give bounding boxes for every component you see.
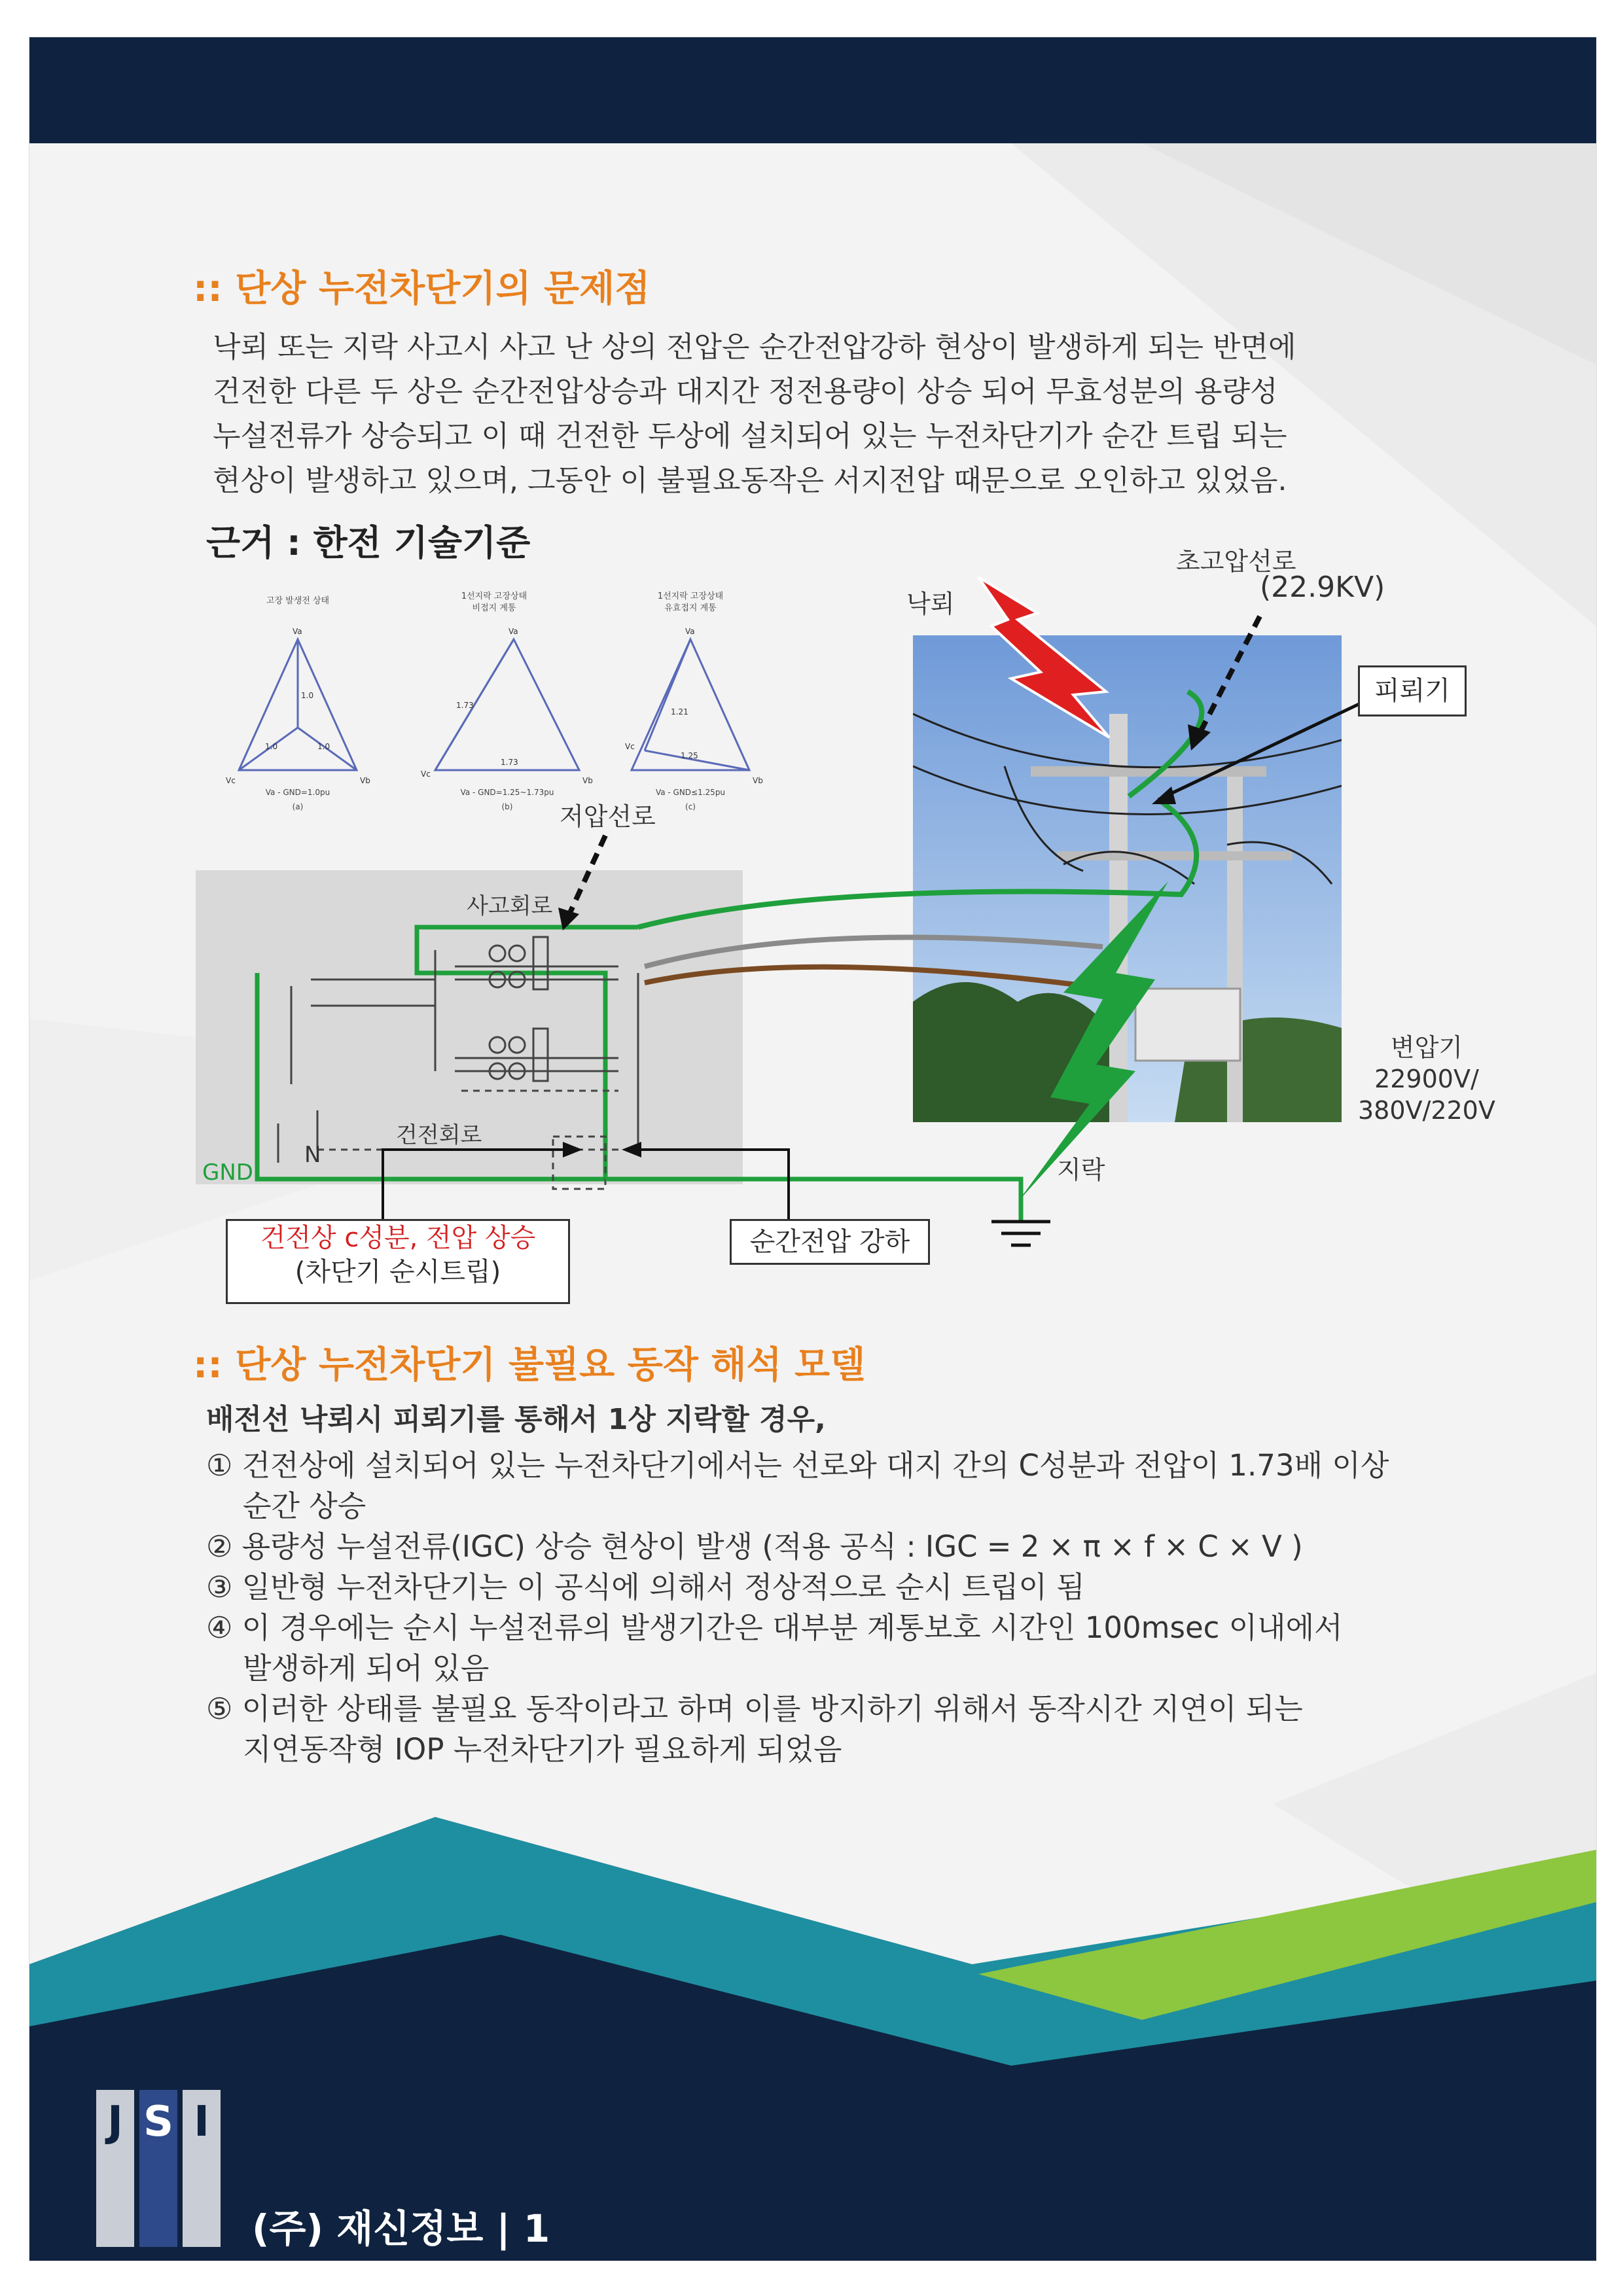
jsi-logo <box>96 2090 227 2247</box>
gnd-label: GND <box>202 1159 253 1186</box>
company-name: (주) 재신정보 | 1 <box>252 2206 550 2251</box>
svg-text:J: J <box>107 2098 123 2146</box>
list-item: ① 건전상에 설치되어 있는 누전차단기에서는 선로와 대지 간의 C성분과 전압이 1.73배 이상 <box>206 1448 1389 1483</box>
list-item: ⑤ 이러한 상태를 불필요 동작이라고 하며 이를 방지하기 위해서 동작시간 지연이 되는 <box>206 1691 1303 1726</box>
section2-lead: 배전선 낙뢰시 피뢰기를 통해서 1상 지락할 경우, <box>206 1403 826 1436</box>
phasor-b-vc: Vc <box>421 769 431 779</box>
transformer-label-line: 변압기 <box>1390 1033 1463 1062</box>
fault-circuit-label: 사고회로 <box>467 893 553 919</box>
ground-fault-label: 지락 <box>1057 1156 1105 1184</box>
phasor-a-vc: Vc <box>226 776 236 785</box>
phasor-a-title: 고장 발생전 상태 <box>266 596 330 606</box>
healthy-circuit-label: 건전회로 <box>396 1122 482 1148</box>
phasor-a-val2: 1.0 <box>265 742 278 751</box>
phasor-b-va: Va <box>508 627 518 636</box>
paragraph-line: 누설전류가 상승되고 이 때 건전한 두상에 설치되어 있는 누전차단기가 순간 트립 되는 <box>213 419 1287 453</box>
phasor-a-val3: 1.0 <box>317 742 330 751</box>
list-item: ④ 이 경우에는 순시 누설전류의 발생기간은 대부분 계통보호 시간인 100msec 이내에서 <box>206 1610 1343 1645</box>
phasor-c-vc: Vc <box>625 742 635 751</box>
list-item-cont: 순간 상승 <box>243 1489 366 1523</box>
phasor-b-caption: Va - GND=1.25~1.73pu <box>460 788 554 797</box>
healthy-phase-line1: 건전상 c성분, 전압 상승 <box>260 1223 536 1253</box>
phasor-c-val1: 1.21 <box>671 707 688 716</box>
phasor-b-vb: Vb <box>582 776 593 785</box>
phasor-c-caption: Va - GND≤1.25pu <box>655 788 726 797</box>
phasor-c-vb: Vb <box>753 776 763 785</box>
phasor-b-title-2: 비접지 계통 <box>472 603 516 613</box>
transformer-label-line: 22900V/ <box>1374 1065 1479 1093</box>
footer-shapes <box>29 37 1596 2261</box>
arrester-label: 피뢰기 <box>1374 676 1450 706</box>
section1-title: :: 단상 누전차단기의 문제점 <box>193 268 651 310</box>
transformer-label-line: 380V/220V <box>1358 1096 1495 1125</box>
phasor-c-title-1: 1선지락 고장상태 <box>657 592 724 601</box>
phasor-b-tag: (b) <box>501 802 513 811</box>
phasor-c-va: Va <box>685 627 695 636</box>
hv-value-label: (22.9KV) <box>1260 571 1385 604</box>
phasor-a-val1: 1.0 <box>301 691 314 700</box>
phasor-b-val2: 1.73 <box>501 758 518 767</box>
neutral-label: N <box>304 1142 321 1168</box>
paragraph-line: 건전한 다른 두 상은 순간전압상승과 대지간 정전용량이 상승 되어 무효성분의 용량성 <box>213 375 1278 408</box>
list-item-cont: 지연동작형 IOP 누전차단기가 필요하게 되었음 <box>243 1732 842 1767</box>
lightning-label: 낙뢰 <box>906 590 955 618</box>
paragraph-line: 현상이 발생하고 있으며, 그동안 이 불필요동작은 서지전압 때문으로 오인하고 있었음. <box>213 464 1287 497</box>
phasor-c-title-2: 유효접지 계통 <box>664 603 717 613</box>
svg-text:I: I <box>194 2098 209 2146</box>
list-item-cont: 발생하게 되어 있음 <box>243 1651 490 1686</box>
paragraph-line: 낙뢰 또는 지락 사고시 사고 난 상의 전압은 순간전압강하 현상이 발생하게 되는 반면에 <box>213 330 1296 364</box>
phasor-a-va: Va <box>293 627 302 636</box>
voltage-drop-label: 순간전압 강하 <box>749 1227 910 1257</box>
phasor-a-tag: (a) <box>292 802 304 811</box>
list-item: ③ 일반형 누전차단기는 이 공식에 의해서 정상적으로 순시 트립이 됨 <box>206 1570 1085 1604</box>
lv-line-label: 저압선로 <box>560 802 656 831</box>
phasor-a-vb: Vb <box>360 776 370 785</box>
phasor-b-title-1: 1선지락 고장상태 <box>461 592 527 601</box>
list-item: ② 용량성 누설전류(IGC) 상승 현상이 발생 (적용 공식 : IGC = 2 × π × f × C × V ) <box>206 1529 1303 1564</box>
hv-line-label: 초고압선로 <box>1176 547 1296 576</box>
section2-title: :: 단상 누전차단기 불필요 동작 해석 모델 <box>193 1344 866 1386</box>
page <box>29 37 1597 2261</box>
phasor-c-val2: 1.25 <box>681 751 698 760</box>
healthy-phase-line2: (차단기 순시트립) <box>294 1257 501 1287</box>
phasor-b-val1: 1.73 <box>456 701 474 710</box>
phasor-a-caption: Va - GND=1.0pu <box>265 788 330 797</box>
phasor-c-tag: (c) <box>685 802 696 811</box>
basis-heading: 근거 : 한전 기술기준 <box>206 522 531 563</box>
svg-text:S: S <box>143 2098 174 2146</box>
